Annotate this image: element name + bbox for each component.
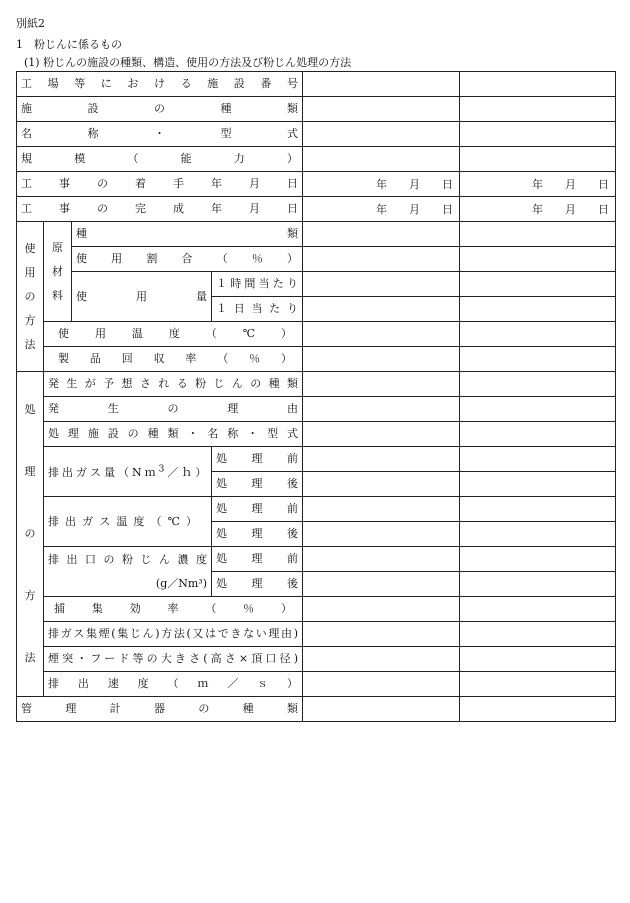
year-label: 年 — [376, 178, 387, 191]
label-after: 処理後 — [216, 577, 298, 590]
date-cell[interactable] — [303, 172, 460, 197]
day-label: 日 — [598, 178, 609, 191]
input-cell[interactable] — [303, 672, 460, 697]
input-cell[interactable] — [460, 97, 616, 122]
row-exhaust-speed — [17, 672, 616, 697]
row-kind — [17, 222, 616, 247]
input-cell[interactable] — [460, 222, 616, 247]
input-cell[interactable] — [460, 372, 616, 397]
label-exhaust-speed: 排出速度（ｍ／ｓ） — [48, 677, 298, 690]
label-after: 処理後 — [216, 477, 298, 490]
row-instruments — [17, 697, 616, 722]
row-exhaust-volume-before — [17, 447, 616, 472]
dust-facility-form — [16, 71, 616, 722]
input-cell[interactable] — [460, 547, 616, 572]
row-treatment-facility — [17, 422, 616, 447]
date-cell[interactable] — [303, 197, 460, 222]
day-label: 日 — [598, 203, 609, 216]
row-usage-temp — [17, 322, 616, 347]
row-concentration-before — [17, 547, 616, 572]
row-facility-type — [17, 97, 616, 122]
input-cell[interactable] — [303, 497, 460, 522]
day-label: 日 — [442, 178, 453, 191]
month-label: 月 — [409, 203, 420, 216]
month-label: 月 — [565, 178, 576, 191]
day-label: 日 — [442, 203, 453, 216]
row-recovery-rate — [17, 347, 616, 372]
label-exhaust-volume: 排出ガス量（Nｍ$^3$／ｈ） — [48, 463, 210, 479]
row-collection-method — [17, 622, 616, 647]
row-scale — [17, 147, 616, 172]
label-instruments: 管理計器の種類 — [21, 702, 298, 715]
month-label: 月 — [409, 178, 420, 191]
input-cell[interactable] — [460, 147, 616, 172]
label-before: 処理前 — [216, 452, 298, 465]
input-cell[interactable] — [303, 272, 460, 297]
label-before: 処理前 — [216, 502, 298, 515]
input-cell[interactable] — [303, 472, 460, 497]
row-generation-reason — [17, 397, 616, 422]
input-cell[interactable] — [460, 672, 616, 697]
subsection-title: (1) 粉じんの施設の種類、構造、使用の方法及び粉じん処理の方法 — [24, 56, 352, 69]
input-cell[interactable] — [303, 222, 460, 247]
label-concentration-unit: (g／Nm³) — [155, 576, 207, 590]
label-recovery-rate: 製品回収率（％） — [58, 352, 292, 365]
input-cell[interactable] — [303, 572, 460, 597]
attachment-label: 別紙2 — [16, 17, 45, 30]
label-generation-reason: 発生の理由 — [48, 402, 298, 415]
section-title: 1 粉じんに係るもの — [16, 38, 122, 51]
label-construction-start: 工事の着手年月日 — [21, 177, 298, 190]
date-cell[interactable] — [460, 197, 616, 222]
label-stack-size: 煙突・フード等の大きさ(高さ×頂口径) — [48, 652, 298, 665]
label-treatment-facility: 処理施設の種類・名称・型式 — [48, 427, 298, 440]
row-exhaust-temp-before — [17, 497, 616, 522]
input-cell[interactable] — [460, 272, 616, 297]
row-expected-dust — [17, 372, 616, 397]
input-cell[interactable] — [303, 447, 460, 472]
input-cell[interactable] — [460, 522, 616, 547]
input-cell[interactable] — [303, 72, 460, 97]
label-treatment-method: 処 理 の 方 法 — [17, 372, 44, 697]
row-collection-efficiency — [17, 597, 616, 622]
input-cell[interactable] — [460, 447, 616, 472]
input-cell[interactable] — [460, 72, 616, 97]
label-before: 処理前 — [216, 552, 298, 565]
input-cell[interactable] — [303, 297, 460, 322]
input-cell[interactable] — [303, 597, 460, 622]
label-kind: 種類 — [76, 227, 298, 240]
input-cell[interactable] — [460, 322, 616, 347]
input-cell[interactable] — [460, 472, 616, 497]
input-cell[interactable] — [460, 697, 616, 722]
month-label: 月 — [565, 203, 576, 216]
input-cell[interactable] — [303, 322, 460, 347]
row-usage-ratio — [17, 247, 616, 272]
label-usage-ratio: 使用割合（％） — [76, 252, 298, 265]
input-cell[interactable] — [303, 347, 460, 372]
row-construction-start — [17, 172, 616, 197]
input-cell[interactable] — [460, 422, 616, 447]
row-construction-end — [17, 197, 616, 222]
label-collection-method: 排ガス集煙(集じん)方法(又はできない理由) — [48, 627, 298, 640]
input-cell[interactable] — [460, 397, 616, 422]
label-scale: 規模（能力） — [21, 152, 298, 165]
input-cell[interactable] — [460, 597, 616, 622]
label-per-hour: １時間当たり — [216, 277, 298, 290]
input-cell[interactable] — [460, 297, 616, 322]
label-expected-dust: 発生が予想される粉じんの種類 — [48, 377, 298, 390]
input-cell[interactable] — [303, 547, 460, 572]
input-cell[interactable] — [460, 622, 616, 647]
row-stack-size — [17, 647, 616, 672]
label-raw-material: 原 材 料 — [44, 222, 72, 322]
label-construction-end: 工事の完成年月日 — [21, 202, 298, 215]
input-cell[interactable] — [303, 522, 460, 547]
input-cell[interactable] — [303, 147, 460, 172]
input-cell[interactable] — [303, 622, 460, 647]
input-cell[interactable] — [460, 647, 616, 672]
input-cell[interactable] — [460, 247, 616, 272]
input-cell[interactable] — [460, 122, 616, 147]
date-cell[interactable] — [460, 172, 616, 197]
label-usage-method: 使 用 の 方 法 — [17, 222, 44, 372]
input-cell[interactable] — [303, 397, 460, 422]
row-per-hour — [17, 272, 616, 297]
label-after: 処理後 — [216, 527, 298, 540]
input-cell[interactable] — [303, 422, 460, 447]
input-cell[interactable] — [460, 572, 616, 597]
input-cell[interactable] — [303, 372, 460, 397]
input-cell[interactable] — [303, 697, 460, 722]
year-label: 年 — [376, 203, 387, 216]
input-cell[interactable] — [460, 347, 616, 372]
label-facility-type: 施設の種類 — [21, 102, 298, 115]
label-facility-number: 工場等における施設番号 — [21, 77, 298, 90]
input-cell[interactable] — [303, 647, 460, 672]
input-cell[interactable] — [460, 497, 616, 522]
label-exhaust-temp: 排出ガス温度（℃） — [48, 514, 197, 528]
label-outlet-concentration: 排出口の粉じん濃度 — [48, 552, 207, 566]
input-cell[interactable] — [303, 97, 460, 122]
label-usage-amount: 使用量 — [76, 289, 207, 303]
row-facility-number — [17, 72, 616, 97]
label-collection-efficiency: 捕集効率（％） — [54, 602, 292, 615]
label-per-day: １日当たり — [216, 302, 298, 315]
label-usage-temp: 使用温度（℃） — [58, 327, 292, 340]
input-cell[interactable] — [303, 122, 460, 147]
row-name-model — [17, 122, 616, 147]
year-label: 年 — [532, 178, 543, 191]
label-name-model: 名称・型式 — [21, 127, 298, 140]
year-label: 年 — [532, 203, 543, 216]
input-cell[interactable] — [303, 247, 460, 272]
